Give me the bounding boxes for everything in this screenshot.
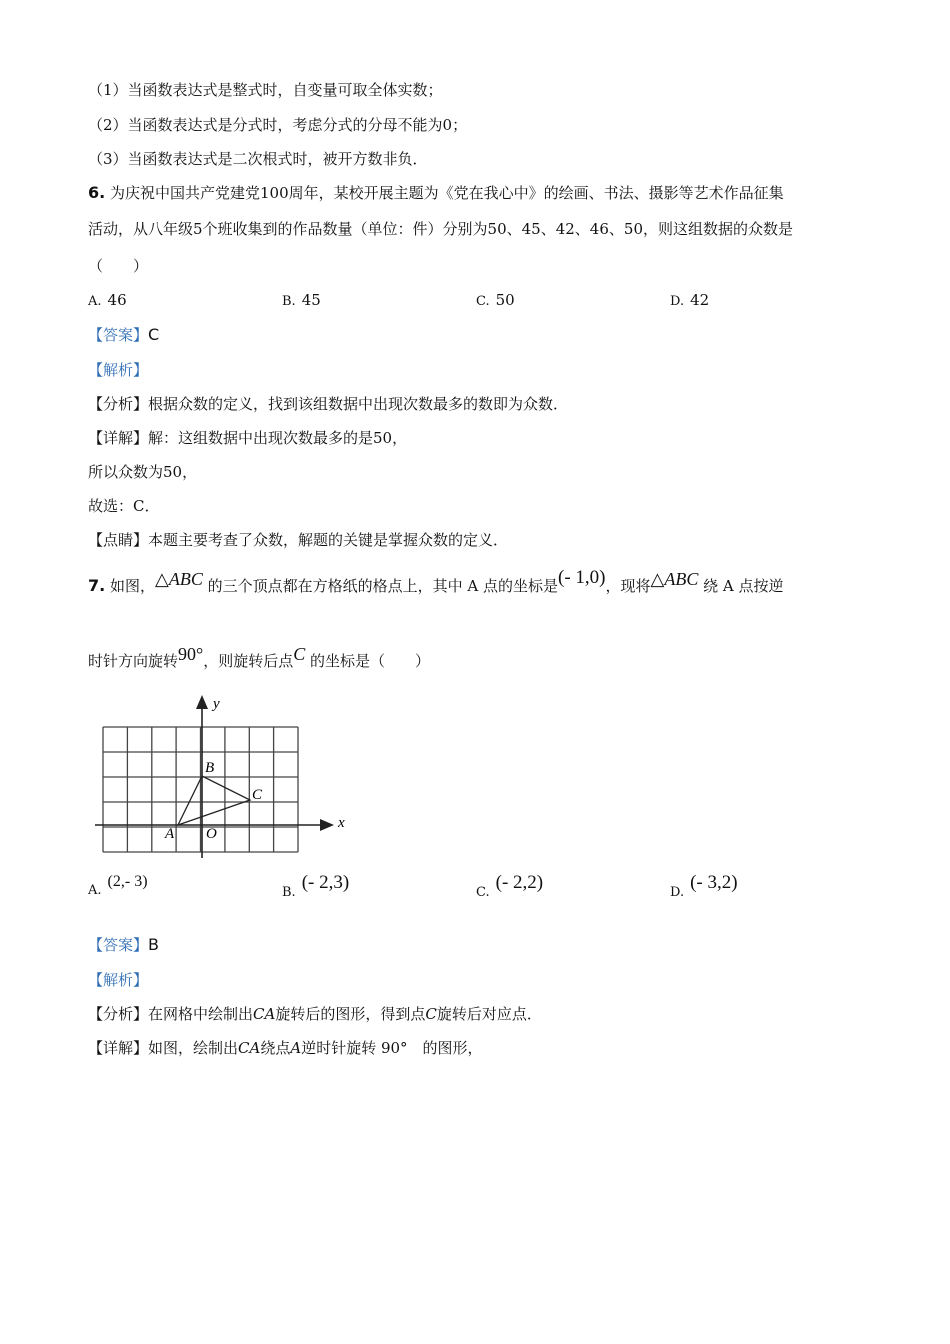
q7-text-1: 如图， xyxy=(110,577,156,595)
q7-option-d-label: D. xyxy=(670,885,685,900)
q6-option-a[interactable] xyxy=(88,291,127,309)
q7-text-6: ，则旋转后点 xyxy=(203,652,294,670)
q7-stem-line-1 xyxy=(88,567,784,598)
q6-option-b-value: 45 xyxy=(301,291,321,309)
q6-fenxi-line xyxy=(88,394,568,414)
q6-option-c[interactable] xyxy=(476,291,515,309)
label-c: C xyxy=(252,787,263,803)
q7-text-4: 绕 A 点按逆 xyxy=(703,577,784,595)
q6-analysis-tag: 【解析】 xyxy=(88,361,149,379)
q7-text-3: ，现将 xyxy=(605,577,651,595)
q7-xj-text-c: 逆时针旋转 90° 的图形， xyxy=(301,1039,483,1057)
q7-option-d-value: (- 3,2) xyxy=(690,872,738,893)
q7-option-d[interactable] xyxy=(670,872,738,902)
q6-option-c-label: C. xyxy=(476,294,490,309)
q6-fenxi-text: 根据众数的定义，找到该组数据中出现次数最多的数即为众数． xyxy=(148,395,569,413)
q6-fenxi-tag: 【分析】 xyxy=(88,395,149,413)
q6-xiangjie-text: 解：这组数据中出现次数最多的是50， xyxy=(148,429,408,447)
q7-triangle-abc-1: △ABC xyxy=(155,569,203,589)
q6-option-a-value: 46 xyxy=(107,291,127,309)
q7-text-5: 时针方向旋转 xyxy=(88,652,179,670)
q7-grid xyxy=(103,727,298,852)
q7-option-a-label: A. xyxy=(88,883,102,898)
q7-coord-a: (- 1,0) xyxy=(558,567,606,588)
q6-stem-line-3: （ ） xyxy=(88,257,149,275)
q7-text-7: 的坐标是（ ） xyxy=(310,652,431,670)
q7-option-a[interactable] xyxy=(88,873,148,899)
label-b: B xyxy=(205,760,215,776)
q6-dianjing-text: 本题主要考查了众数，解题的关键是掌握众数的定义． xyxy=(148,531,509,549)
q7-xj-a: A xyxy=(290,1039,302,1057)
q7-fenxi-line xyxy=(88,1004,542,1024)
q7-triangle-abc-2: △ABC xyxy=(650,569,699,589)
q7-fenxi-ca: CA xyxy=(253,1005,276,1023)
q7-option-b[interactable] xyxy=(282,872,350,902)
q6-option-a-label: A. xyxy=(88,294,102,309)
q6-option-b-label: B. xyxy=(282,294,296,309)
q7-xj-text-a: 如图，绘制出 xyxy=(148,1039,239,1057)
q6-xiangjie-line xyxy=(88,428,407,448)
q6-answer: C xyxy=(148,325,160,344)
note-line-3: （3）当函数表达式是二次根式时，被开方数非负． xyxy=(88,150,428,168)
x-axis-label: x xyxy=(338,815,345,831)
q7-option-b-label: B. xyxy=(282,885,296,900)
q7-option-c-label: C. xyxy=(476,885,490,900)
q7-text-2: 的三个顶点都在方格纸的格点上，其中 A 点的坐标是 xyxy=(207,577,559,595)
q7-answer-tag: 【答案】 xyxy=(88,936,149,954)
note-line-1: （1）当函数表达式是整式时，自变量可取全体实数； xyxy=(88,81,443,99)
q7-fenxi-tag: 【分析】 xyxy=(88,1005,149,1023)
q7-angle: 90° xyxy=(178,644,204,664)
q6-xiangjie-tag: 【详解】 xyxy=(88,429,149,447)
q6-dianjing-line xyxy=(88,530,508,550)
q7-option-b-value: (- 2,3) xyxy=(301,872,350,893)
q6-option-d-value: 42 xyxy=(690,291,710,309)
q7-answer-line xyxy=(88,935,159,955)
y-axis-label: y xyxy=(213,696,220,712)
q6-number: 6. xyxy=(88,183,106,202)
q7-xiangjie-tag: 【详解】 xyxy=(88,1039,149,1057)
q7-fenxi-c: C xyxy=(425,1005,437,1023)
q7-fenxi-text-d: 旋转后对应点． xyxy=(436,1005,542,1023)
q6-dianjing-tag: 【点睛】 xyxy=(88,531,149,549)
q7-xiangjie-line xyxy=(88,1038,483,1058)
q6-option-d-label: D. xyxy=(670,294,685,309)
q6-option-c-value: 50 xyxy=(495,291,515,309)
y-axis-arrow-icon xyxy=(196,695,208,709)
q7-option-c-value: (- 2,2) xyxy=(495,872,544,893)
q7-option-a-value: (2,- 3) xyxy=(107,873,148,890)
q7-fenxi-text-b: 旋转后的图形，得到点 xyxy=(275,1005,426,1023)
q7-stem-line-2 xyxy=(88,644,431,673)
q6-option-b[interactable] xyxy=(282,291,321,309)
label-a: A xyxy=(165,826,175,842)
q6-stem-text-1: 为庆祝中国共产党建党100周年，某校开展主题为《党在我心中》的绘画、书法、摄影等艺术作品征集 xyxy=(110,184,784,202)
q7-figure xyxy=(90,690,360,865)
q6-answer-line xyxy=(88,325,159,345)
label-o: O xyxy=(206,826,217,842)
q7-fenxi-text-a: 在网格中绘制出 xyxy=(148,1005,254,1023)
q7-analysis-tag: 【解析】 xyxy=(88,971,149,989)
q7-point-c: C xyxy=(293,644,306,664)
q7-option-c[interactable] xyxy=(476,872,544,902)
q7-answer: B xyxy=(148,935,159,954)
q7-number: 7. xyxy=(88,576,106,595)
q6-option-d[interactable] xyxy=(670,291,709,309)
q6-so-line: 所以众数为50， xyxy=(88,463,198,481)
q7-xj-text-b: 绕点 xyxy=(260,1039,291,1057)
note-line-2: （2）当函数表达式是分式时，考虑分式的分母不能为0； xyxy=(88,116,468,134)
q6-answer-tag: 【答案】 xyxy=(88,326,149,344)
x-axis-arrow-icon xyxy=(320,819,334,831)
q6-choose-line: 故选：C． xyxy=(88,497,160,515)
q6-stem-line-1 xyxy=(88,183,784,203)
triangle-abc xyxy=(178,776,250,825)
q7-xj-ca: CA xyxy=(238,1039,261,1057)
q6-stem-line-2: 活动，从八年级5个班收集到的作品数量（单位：件）分别为50、45、42、46、50，则这组数据的众数是 xyxy=(88,220,793,238)
